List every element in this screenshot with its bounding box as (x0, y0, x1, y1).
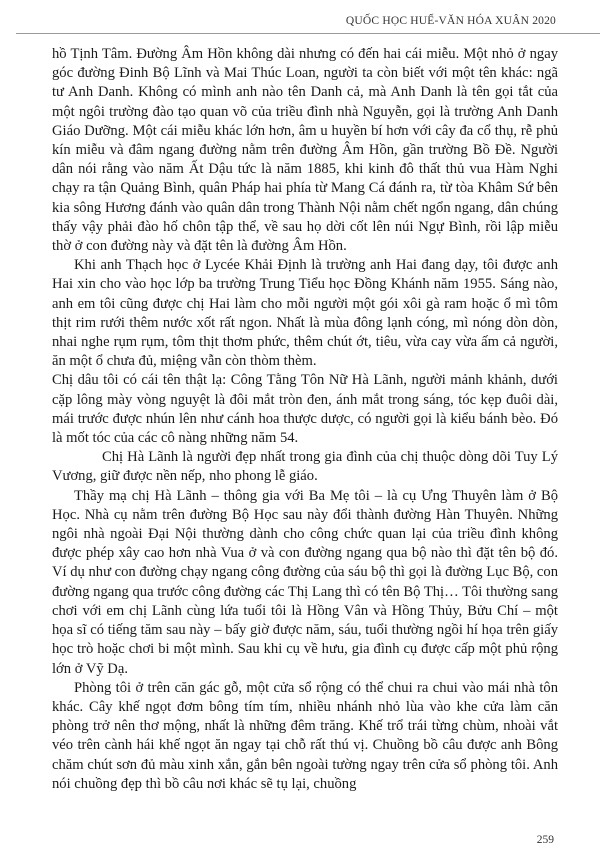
page-number: 259 (536, 834, 554, 846)
running-header: QUỐC HỌC HUẾ-VĂN HÓA XUÂN 2020 (345, 15, 556, 27)
paragraph: Phòng tôi ở trên căn gác gỗ, một cửa sổ rộng có thể chui ra chui vào mái nhà tôn khác. Cây khế ngọt đơm bông tím tím, nhiều nhánh nhỏ lùa vào khe cửa làm căn phòng trở nên thơ mộng, nhất là những đêm trăng. Khế trổ trái từng chùm, nhoài vắt véo trên cành hái khế ngọt ăn ngay tại chỗ rất thú vị. Chuồng bồ câu được anh Bông chăm chút sơn đủ màu xinh xắn, gắn bên ngoài tường ngay trên cửa sổ phòng tôi. Anh nói chuồng đẹp thì bồ câu nơi khác sẽ tụ lại, chuồng (52, 679, 558, 792)
paragraph: Thầy mạ chị Hà Lãnh – thông gia với Ba Mẹ tôi – là cụ Ưng Thuyên làm ở Bộ Học. Nhà cụ nằm trên đường Bộ Học sau này đổi thành đường Hàn Thuyên. Những ngôi nhà ngoài Đại Nội thường dành cho công chức quan lại của triều đình không được phép xây cao hơn nhà Vua ở và con đường ngang qua bộ nào thì đặt tên bộ đó. Ví dụ như con đường chạy ngang công đường của sáu bộ thì gọi là đường Lục Bộ, con đường ngang qua trước công đường các Thị Lang thì có tên Bộ Thị… Tôi thường sang chơi với em chị Lãnh cùng lứa tuổi tôi là Hồng Vân và Hồng Thủy, Bửu Chí – một họa sĩ có tiếng tăm sau này – bấy giờ được năm, sáu, tuổi thường ngồi hí họa trên giấy học trò hoặc chơi bi một mình. Sau khi cụ về hưu, gia đình cụ được cấp một phủ rộng lớn ở Vỹ Dạ. (52, 487, 558, 677)
paragraph: Chị Hà Lãnh là người đẹp nhất trong gia đình của chị thuộc dòng dõi Tuy Lý Vương, giữ được nền nếp, nho phong lễ giáo. (52, 449, 558, 485)
paragraph: hồ Tịnh Tâm. Đường Âm Hồn không dài nhưng có đến hai cái miễu. Một nhỏ ở ngay góc đường Đinh Bộ Lĩnh và Mai Thúc Loan, người ta còn biết với một tên khác: ngã tư Anh Danh. Không có mình anh nào tên Danh cả, mà Anh Danh là tên gọi tắt của một ngôi trường đào tạo quan võ của triều đình nhà Nguyễn, gọi là trường Anh Danh Giáo Dưỡng. Một cái miễu khác lớn hơn, âm u huyền bí hơn với cây đa cổ thụ, rễ phủ kín miễu và đâm ngang đường nằm trên đường Âm Hồn, gần trường Bồ Đề. Người dân nói rằng vào năm Ất Dậu tức là năm 1885, khi kinh đô thất thủ vua Hàm Nghi chạy ra tận Quảng Bình, quân Pháp hai phía từ Mang Cá đánh ra, từ tòa Khâm Sứ bên kia sông Hương đánh vào quân dân trong Thành Nội nằm chết ngổn ngang, dân chúng thấy vậy phải đào hố chôn tập thể, về sau họ dời cốt lên núi Ngự Bình, rồi lập miễu thờ ở con đường này và đặt tên là đường Âm Hồn. (52, 46, 558, 255)
paragraph: Khi anh Thạch học ở Lycée Khải Định là trường anh Hai đang dạy, tôi được anh Hai xin cho vào học lớp ba trường Trung Tiểu học Đồng Khánh năm 1955. Sáng nào, anh em tôi cũng được chị Hai làm cho mỗi người một gói xôi gà ram hoặc ổ mì tôm thịt rim rưới thêm nước xốt rất ngon. Nhất là mùa đông lạnh cóng, mì nóng dòn dòn, nhai nghe rụm rụm, tôm thịt thơm phức, thêm chút ớt, tiêu, vừa cay vừa ấm cả người, ăn một ổ chưa đủ, miệng vẫn còn thòm thèm. (52, 257, 558, 370)
paragraph: Chị dâu tôi có cái tên thật lạ: Công Tằng Tôn Nữ Hà Lãnh, người mảnh khảnh, dưới cặp lông mày vòng nguyệt là đôi mắt tròn đen, ánh mắt trong sáng, tóc kẹp đuôi dài, mái trước được nhún lên như cánh hoa thược dược, có người gọi là kiểu bánh bèo. Đó là mốt tóc của các cô nàng những năm 54. (52, 372, 558, 447)
page-body (52, 45, 558, 794)
